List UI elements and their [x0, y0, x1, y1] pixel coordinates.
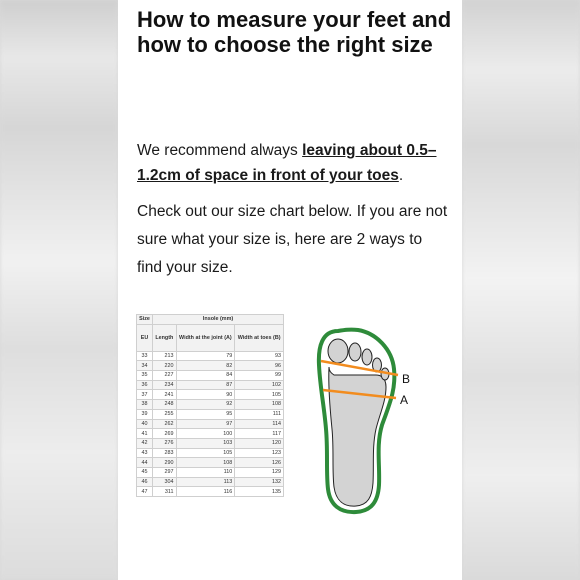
- length-cell: 241: [153, 390, 176, 400]
- joint-width-cell: 82: [176, 361, 235, 371]
- toes-width-cell: 93: [235, 351, 284, 361]
- header-insole: Insole (mm): [153, 315, 284, 325]
- eu-size-cell: 45: [137, 467, 153, 477]
- header-toes-width: Width at toes (B): [235, 324, 284, 351]
- blurred-background-left: [0, 0, 118, 580]
- toes-width-cell: 111: [235, 409, 284, 419]
- page-title: How to measure your feet and how to choose the right size: [137, 7, 452, 57]
- table-subheader-row: [137, 324, 284, 351]
- joint-width-cell: 108: [176, 458, 235, 468]
- length-cell: 234: [153, 380, 176, 390]
- joint-width-cell: 79: [176, 351, 235, 361]
- toes-width-cell: 99: [235, 371, 284, 381]
- toes-width-cell: 123: [235, 448, 284, 458]
- eu-size-cell: 44: [137, 458, 153, 468]
- length-cell: 269: [153, 429, 176, 439]
- toes-width-cell: 96: [235, 361, 284, 371]
- joint-width-cell: 100: [176, 429, 235, 439]
- joint-width-cell: 113: [176, 477, 235, 487]
- toes-width-cell: 126: [235, 458, 284, 468]
- length-cell: 304: [153, 477, 176, 487]
- length-cell: 311: [153, 487, 176, 497]
- joint-width-cell: 116: [176, 487, 235, 497]
- eu-size-cell: 35: [137, 371, 153, 381]
- header-length: Length: [153, 324, 176, 351]
- joint-width-cell: 84: [176, 371, 235, 381]
- size-chart-intro: Check out our size chart below. If you are not sure what your size is, here are 2 ways to find your size.: [137, 203, 448, 276]
- toes-width-cell: 102: [235, 380, 284, 390]
- table-row: [137, 409, 284, 419]
- toes-width-cell: 117: [235, 429, 284, 439]
- eu-size-cell: 47: [137, 487, 153, 497]
- toes-width-cell: 135: [235, 487, 284, 497]
- table-row: [137, 371, 284, 381]
- toes-width-cell: 105: [235, 390, 284, 400]
- header-eu: EU: [137, 324, 153, 351]
- third-toe: [362, 349, 372, 365]
- eu-size-cell: 33: [137, 351, 153, 361]
- recommendation-paragraph: [137, 138, 455, 188]
- eu-size-cell: 42: [137, 438, 153, 448]
- table-row: [137, 419, 284, 429]
- joint-width-cell: 95: [176, 409, 235, 419]
- length-cell: 213: [153, 351, 176, 361]
- table-row: [137, 438, 284, 448]
- length-cell: 290: [153, 458, 176, 468]
- recommendation-text: We recommend always: [137, 142, 303, 159]
- toes-width-cell: 132: [235, 477, 284, 487]
- joint-width-cell: 103: [176, 438, 235, 448]
- length-cell: 220: [153, 361, 176, 371]
- toes-width-cell: 120: [235, 438, 284, 448]
- table-row: [137, 380, 284, 390]
- joint-width-cell: 97: [176, 419, 235, 429]
- length-cell: 283: [153, 448, 176, 458]
- length-cell: 276: [153, 438, 176, 448]
- eu-size-cell: 43: [137, 448, 153, 458]
- eu-size-cell: 39: [137, 409, 153, 419]
- label-b: B: [402, 372, 411, 386]
- table-row: [137, 467, 284, 477]
- table-row: [137, 361, 284, 371]
- length-cell: 297: [153, 467, 176, 477]
- recommendation-emphasis: leaving about 0.5–1.2cm of space in front of your toes: [137, 142, 437, 184]
- joint-width-cell: 87: [176, 380, 235, 390]
- eu-size-cell: 37: [137, 390, 153, 400]
- toes-width-cell: 129: [235, 467, 284, 477]
- second-toe: [349, 343, 361, 361]
- table-row: [137, 400, 284, 410]
- foot-measurement-diagram: [314, 325, 424, 515]
- table-row: [137, 458, 284, 468]
- header-size: Size: [137, 315, 153, 325]
- big-toe: [328, 339, 348, 363]
- table-header-row: [137, 315, 284, 325]
- eu-size-cell: 38: [137, 400, 153, 410]
- eu-size-cell: 36: [137, 380, 153, 390]
- joint-width-cell: 110: [176, 467, 235, 477]
- length-cell: 262: [153, 419, 176, 429]
- joint-width-cell: 92: [176, 400, 235, 410]
- eu-size-cell: 46: [137, 477, 153, 487]
- label-a: A: [400, 393, 409, 407]
- eu-size-cell: 34: [137, 361, 153, 371]
- eu-size-cell: 41: [137, 429, 153, 439]
- table-row: [137, 429, 284, 439]
- article-page: [118, 0, 462, 580]
- length-cell: 255: [153, 409, 176, 419]
- size-chart-table: [136, 314, 284, 497]
- toes-width-cell: 114: [235, 419, 284, 429]
- toes-width-cell: 108: [235, 400, 284, 410]
- table-row: [137, 390, 284, 400]
- recommendation-period: .: [398, 167, 404, 184]
- length-cell: 227: [153, 371, 176, 381]
- table-row: [137, 487, 284, 497]
- joint-width-cell: 105: [176, 448, 235, 458]
- blurred-background-right: [462, 0, 580, 580]
- header-joint-width: Width at the joint (A): [176, 324, 235, 351]
- table-row: [137, 448, 284, 458]
- table-row: [137, 477, 284, 487]
- length-cell: 248: [153, 400, 176, 410]
- joint-width-cell: 90: [176, 390, 235, 400]
- eu-size-cell: 40: [137, 419, 153, 429]
- table-row: [137, 351, 284, 361]
